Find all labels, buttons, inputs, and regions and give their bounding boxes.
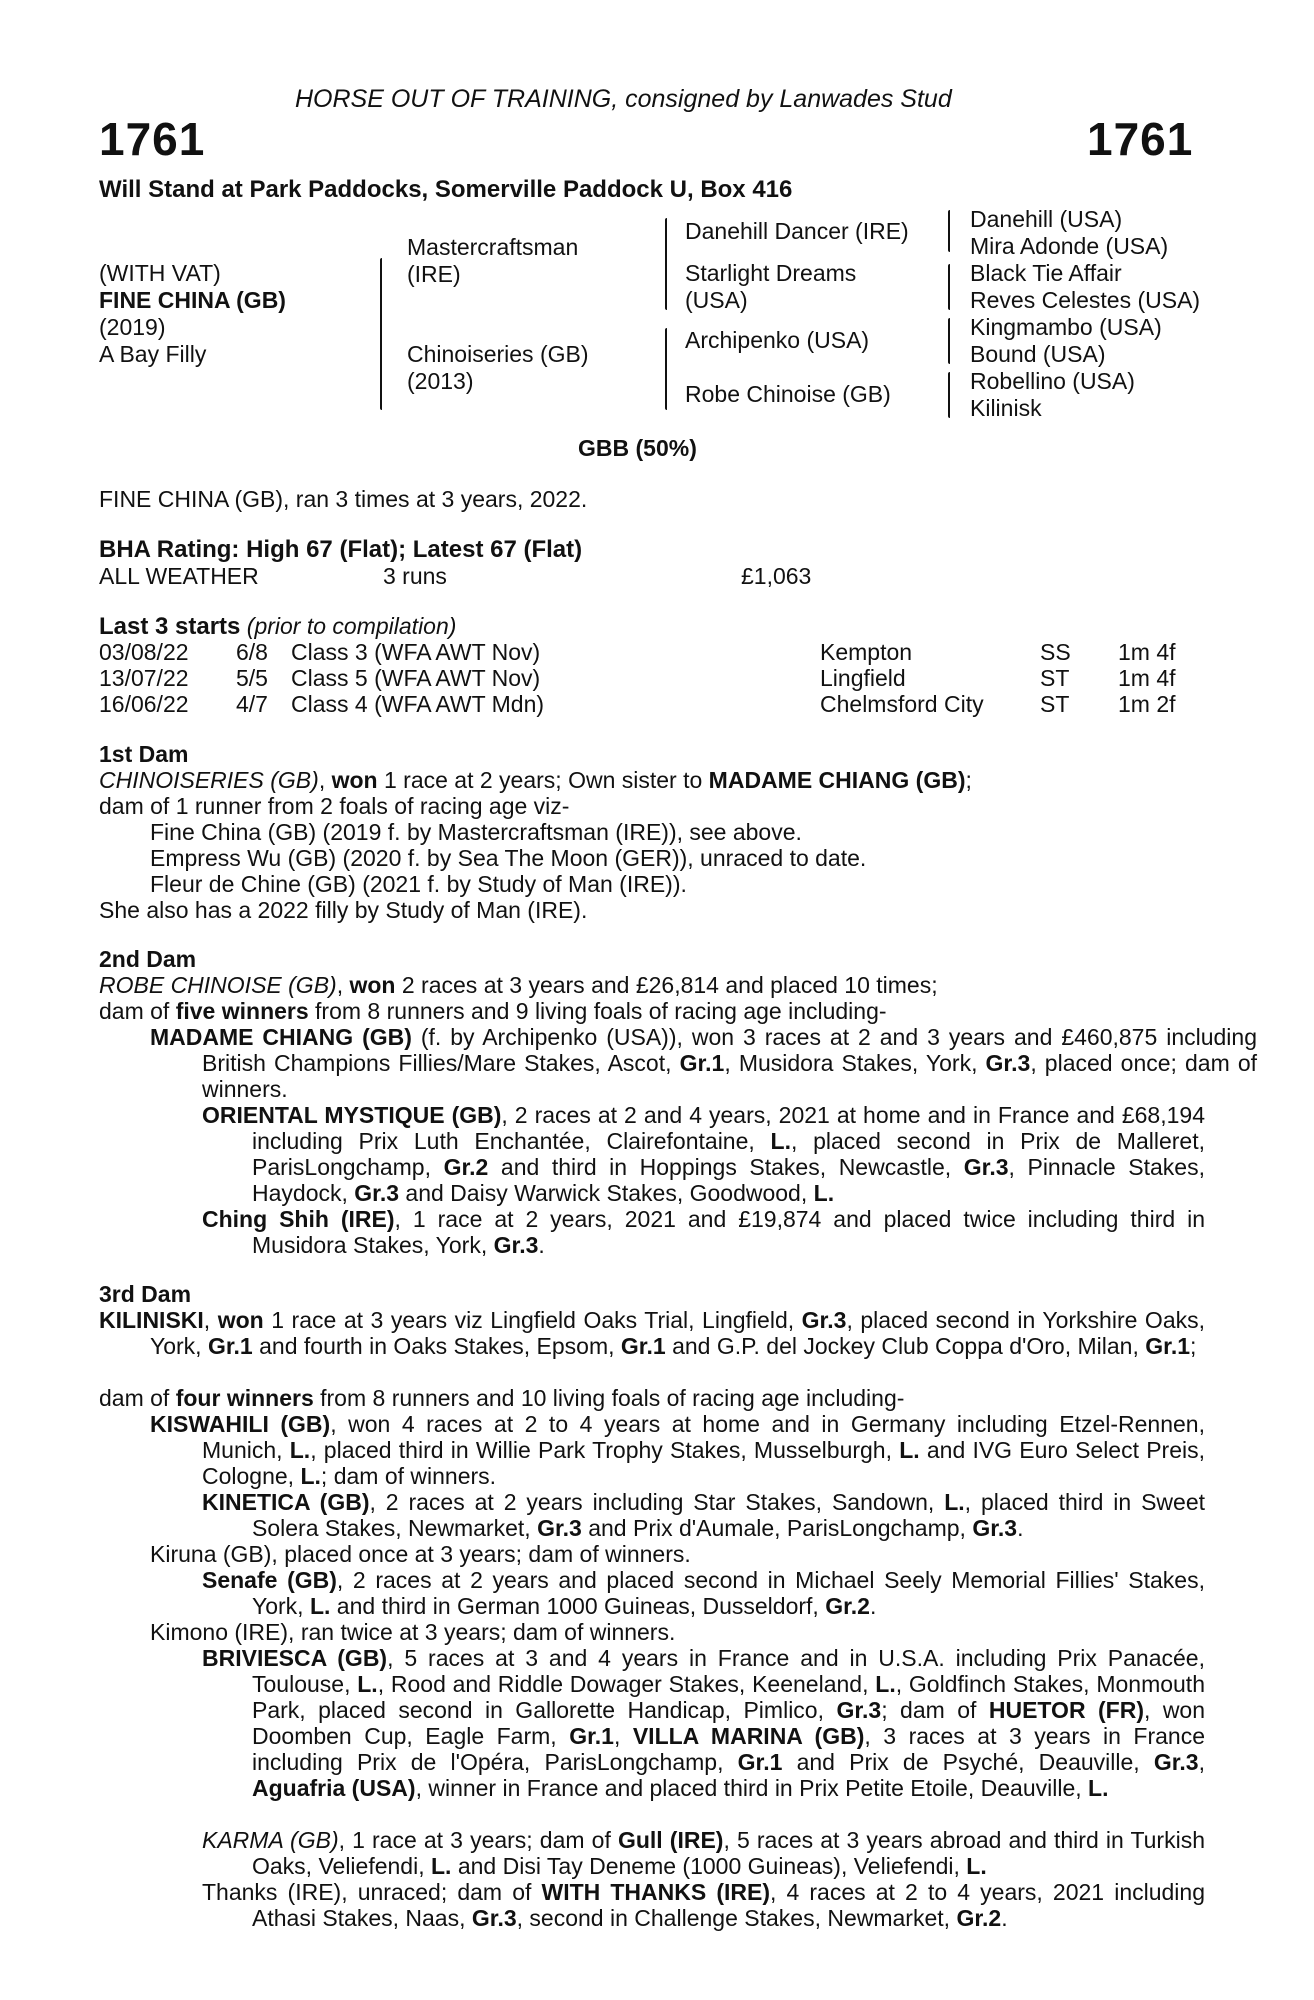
dam2-title: 2nd Dam	[99, 946, 197, 972]
dam1-foal-1: Fine China (GB) (2019 f. by Mastercraftsman (IRE)), see above.	[150, 819, 802, 845]
dam1-line2: dam of 1 runner from 2 foals of racing age viz-	[99, 793, 570, 819]
gen3-2: Mira Adonde (USA)	[970, 233, 1169, 259]
brace-gen3b	[948, 264, 950, 310]
last3-heading	[99, 613, 456, 640]
run-going: ST	[1040, 691, 1070, 717]
gen3-4: Reves Celestes (USA)	[970, 287, 1201, 313]
bha-surface: ALL WEATHER	[99, 563, 259, 589]
dam3-kinetica: KINETICA (GB), 2 races at 2 years including Star Stakes, Sandown, L., placed third in Sweet Solera Stakes, Newmarket, Gr.3 and Prix d'Aumale, ParisLongchamp, Gr.3.	[202, 1489, 1206, 1541]
bha-rating: BHA Rating: High 67 (Flat); Latest 67 (Flat)	[99, 536, 583, 563]
brace-gen2a	[665, 218, 667, 310]
horse-name: FINE CHINA (GB)	[99, 287, 286, 313]
lot-number-right: 1761	[1087, 113, 1194, 165]
brace-gen1	[380, 258, 382, 410]
gen3-8: Kilinisk	[970, 395, 1042, 421]
brace-gen2b	[665, 328, 667, 410]
run-course: Chelmsford City	[820, 691, 984, 717]
gen3-7: Robellino (USA)	[970, 368, 1135, 394]
run-going: SS	[1040, 639, 1071, 665]
gen3-1: Danehill (USA)	[970, 206, 1123, 232]
dam3-karma: KARMA (GB), 1 race at 3 years; dam of Gull (IRE), 5 races at 3 years abroad and third in Turkish Oaks, Veliefendi, L. and Disi Tay Deneme (1000 Guineas), Veliefendi, L.	[202, 1827, 1205, 1879]
dam2-line1: ROBE CHINOISE (GB), won 2 races at 3 years and £26,814 and placed 10 times;	[99, 972, 938, 998]
dam-year: (2013)	[407, 368, 474, 394]
run-pos: 4/7	[236, 691, 268, 717]
run-date: 13/07/22	[99, 665, 189, 691]
vat-note: (WITH VAT)	[99, 260, 221, 286]
run-course: Kempton	[820, 639, 913, 665]
run-pos: 5/5	[236, 665, 268, 691]
brace-gen3a	[948, 210, 950, 252]
dam3-kiruna: Kiruna (GB), placed once at 3 years; dam of winners.	[150, 1541, 691, 1567]
horse-description: A Bay Filly	[99, 341, 207, 367]
dam3-kiswahili: KISWAHILI (GB), won 4 races at 2 to 4 years at home and in Germany including Etzel-Rennen, Munich, L., placed third in Willie Park Trophy Stakes, Musselburgh, L. and IVG Euro Select Preis, Cologne, L.; dam of winners.	[150, 1411, 1205, 1489]
run-dist: 1m 4f	[1118, 665, 1176, 691]
run-dist: 1m 4f	[1118, 639, 1176, 665]
dam3-title: 3rd Dam	[99, 1281, 192, 1307]
dam-sire: Archipenko (USA)	[685, 327, 870, 353]
dam2-madame-chiang: MADAME CHIANG (GB) (f. by Archipenko (USA)), won 3 races at 2 and 3 years and £460,875 including British Champions Fillies/Mare Stakes, Ascot, Gr.1, Musidora Stakes, York, Gr.3, placed once; dam of winners.	[150, 1024, 1258, 1102]
brace-gen3c	[948, 318, 950, 364]
run-race: Class 5 (WFA AWT Nov)	[291, 665, 541, 691]
run-going: ST	[1040, 665, 1070, 691]
bha-runs: 3 runs	[383, 563, 447, 589]
run-course: Lingfield	[820, 665, 906, 691]
dam3-kimono: Kimono (IRE), ran twice at 3 years; dam of winners.	[150, 1619, 676, 1645]
dam2-oriental-mystique: ORIENTAL MYSTIQUE (GB), 2 races at 2 and 4 years, 2021 at home and in France and £68,194 including Prix Luth Enchantée, Clairefontaine, L., placed second in Prix de Malleret, ParisLongchamp, Gr.2 and third in Hoppings Stakes, Newcastle, Gr.3, Pinnacle Stakes, Haydock, Gr.3 and Daisy Warwick Stakes, Goodwood, L.	[202, 1102, 1205, 1206]
sire-name: Mastercraftsman	[407, 234, 579, 260]
horse-year: (2019)	[99, 314, 166, 340]
dam3-produce-summary: dam of four winners from 8 runners and 10 living foals of racing age including-	[99, 1385, 905, 1411]
bha-earnings: £1,063	[741, 563, 812, 589]
consignment-line: HORSE OUT OF TRAINING, consigned by Lanwades Stud	[295, 85, 952, 113]
dam2-ching-shih: Ching Shih (IRE), 1 race at 2 years, 2021 and £19,874 and placed twice including third in Musidora Stakes, York, Gr.3.	[202, 1206, 1206, 1258]
brace-gen3d	[948, 372, 950, 418]
dam1-title: 1st Dam	[99, 741, 189, 767]
sire-dam: Starlight Dreams	[685, 260, 857, 286]
run-dist: 1m 2f	[1118, 691, 1176, 717]
dam-name: Chinoiseries (GB)	[407, 341, 589, 367]
dam1-foal-2: Empress Wu (GB) (2020 f. by Sea The Moon (GER)), unraced to date.	[150, 845, 867, 871]
dam1-line6: She also has a 2022 filly by Study of Man (IRE).	[99, 897, 588, 923]
dam1-line1: CHINOISERIES (GB), won 1 race at 2 years; Own sister to MADAME CHIANG (GB);	[99, 767, 972, 793]
sire-sire: Danehill Dancer (IRE)	[685, 218, 909, 244]
gbb-label: GBB (50%)	[578, 435, 697, 461]
dam1-foal-3: Fleur de Chine (GB) (2021 f. by Study of Man (IRE)).	[150, 871, 687, 897]
last3-title: Last 3 starts	[99, 613, 241, 640]
run-race: Class 4 (WFA AWT Mdn)	[291, 691, 545, 717]
last3-note: (prior to compilation)	[246, 613, 457, 639]
run-race: Class 3 (WFA AWT Nov)	[291, 639, 541, 665]
gen3-5: Kingmambo (USA)	[970, 314, 1162, 340]
run-date: 16/06/22	[99, 691, 189, 717]
stand-location: Will Stand at Park Paddocks, Somerville Paddock U, Box 416	[99, 176, 793, 203]
dam-dam: Robe Chinoise (GB)	[685, 381, 891, 407]
dam3-kiliniski: KILINISKI, won 1 race at 3 years viz Lingfield Oaks Trial, Lingfield, Gr.3, placed second in Yorkshire Oaks, York, Gr.1 and fourth in Oaks Stakes, Epsom, Gr.1 and G.P. del Jockey Club Coppa d'Oro, Milan, Gr.1;	[99, 1307, 1206, 1359]
gen3-3: Black Tie Affair	[970, 260, 1122, 286]
sire-country: (IRE)	[407, 261, 461, 287]
dam3-senafe: Senafe (GB), 2 races at 2 years and placed second in Michael Seely Memorial Fillies' Stakes, York, L. and third in German 1000 Guineas, Dusseldorf, Gr.2.	[202, 1567, 1205, 1619]
lot-number-left: 1761	[99, 113, 206, 165]
ran-summary: FINE CHINA (GB), ran 3 times at 3 years, 2022.	[99, 486, 588, 512]
sire-dam-country: (USA)	[685, 287, 748, 313]
dam3-briviesca: BRIVIESCA (GB), 5 races at 3 and 4 years in France and in U.S.A. including Prix Panacée, Toulouse, L., Rood and Riddle Dowager Stakes, Keeneland, L., Goldfinch Stakes, Monmouth Park, placed second in Gallorette Handicap, Pimlico, Gr.3; dam of HUETOR (FR), won Doomben Cup, Eagle Farm, Gr.1, VILLA MARINA (GB), 3 races at 3 years in France including Prix de l'Opéra, ParisLongchamp, Gr.1 and Prix de Psyché, Deauville, Gr.3, Aguafria (USA), winner in France and placed third in Prix Petite Etoile, Deauville, L.	[202, 1645, 1206, 1801]
run-date: 03/08/22	[99, 639, 189, 665]
dam3-thanks: Thanks (IRE), unraced; dam of WITH THANKS (IRE), 4 races at 2 to 4 years, 2021 including Athasi Stakes, Naas, Gr.3, second in Challenge Stakes, Newmarket, Gr.2.	[202, 1879, 1205, 1931]
gen3-6: Bound (USA)	[970, 341, 1106, 367]
run-pos: 6/8	[236, 639, 268, 665]
dam2-line2: dam of five winners from 8 runners and 9 living foals of racing age including-	[99, 998, 887, 1024]
